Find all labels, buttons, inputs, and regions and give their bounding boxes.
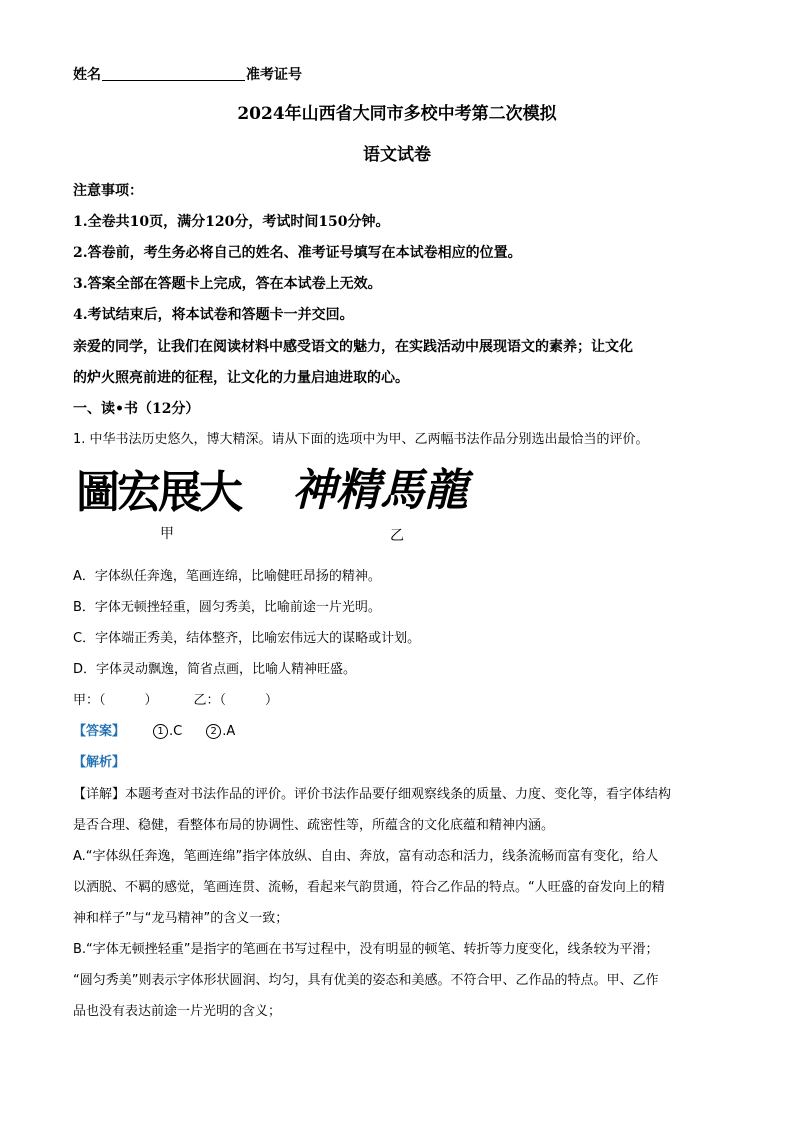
section-heading: 一、读•书（12分）: [73, 401, 200, 417]
detail-tag: 【详解】: [73, 787, 126, 802]
answer-1-number: 1: [153, 724, 168, 739]
option-d: D．字体灵动飘逸，简省点画，比喻人精神旺盛。: [73, 662, 357, 677]
detail-line: B.“字体无顿挫轻重”是指字的笔画在书写过程中，没有明显的顿笔、转折等力度变化，线条较为平滑；: [73, 942, 659, 957]
blank-jia: 甲：（ ）: [73, 693, 158, 708]
question-text: 1. 中华书法历史悠久，博大精深。请从下面的选项中为甲、乙两幅书法作品分别选出最恰当的评价。: [73, 432, 649, 447]
detail-line: 是否合理、稳健，看整体布局的协调性、疏密性等，所蕴含的文化底蕴和精神内涵。: [73, 818, 555, 833]
page-title: 2024年山西省大同市多校中考第二次模拟: [237, 104, 557, 124]
candidate-info-line: [73, 65, 723, 85]
page-subtitle: 语文试卷: [363, 145, 431, 165]
answer-blanks: [73, 691, 723, 711]
answer-line: [73, 722, 723, 742]
notice-item: 4.考试结束后，将本试卷和答题卡一并交回。: [73, 307, 354, 323]
intro-line: 亲爱的同学，让我们在阅读材料中感受语文的魅力，在实践活动中展现语文的素养；让文化: [73, 339, 633, 355]
blank-yi: 乙：（ ）: [193, 693, 279, 708]
notice-item: 1.全卷共10页，满分120分，考试时间150分钟。: [73, 214, 390, 230]
name-blank-field[interactable]: [102, 66, 245, 81]
option-b: B．字体无顿挫轻重，圆匀秀美，比喻前途一片光明。: [73, 600, 381, 615]
answer-2: .A: [222, 724, 236, 739]
exam-id-label: 准考证号: [246, 67, 302, 83]
notice-item: 2.答卷前，考生务必将自己的姓名、准考证号填写在本试卷相应的位置。: [73, 245, 522, 261]
detail-line: A.“字体纵任奔逸，笔画连绵”指字体放纵、自由、奔放，富有动态和活力，线条流畅而富有变化，给人: [73, 849, 659, 864]
notice-heading: 注意事项：: [73, 183, 143, 199]
answer-1: .C: [169, 724, 183, 739]
detail-line: 品也没有表达前途一片光明的含义；: [73, 1004, 282, 1019]
answer-2-number: 2: [206, 724, 221, 739]
option-a: A．字体纵任奔逸，笔画连绵，比喻健旺昂扬的精神。: [73, 569, 381, 584]
calligraphy-yi: 神精馬龍: [292, 465, 468, 516]
intro-line: 的炉火照亮前进的征程，让文化的力量启迪进取的心。: [73, 370, 409, 386]
notice-item: 3.答案全部在答题卡上完成，答在本试卷上无效。: [73, 276, 382, 292]
calligraphy-jia: 圖宏展大: [76, 467, 240, 518]
detail-line: 以洒脱、不羁的感觉，笔画连贯、流畅，看起来气韵贯通，符合乙作品的特点。“人旺盛的奋发向上的精: [73, 880, 665, 895]
detail-line: “圆匀秀美”则表示字体形状圆润、均匀，具有优美的姿态和美感。不符合甲、乙作品的特点。甲、乙作: [73, 973, 659, 988]
answer-tag: 【答案】: [73, 724, 126, 739]
caption-yi: 乙: [390, 528, 404, 544]
analysis-tag: 【解析】: [73, 755, 126, 770]
detail-line: 【详解】本题考查对书法作品的评价。评价书法作品要仔细观察线条的质量、力度、变化等，看字体结构: [73, 787, 672, 802]
name-label: 姓名: [73, 67, 101, 83]
caption-jia: 甲: [160, 526, 174, 542]
detail-line: 神和样子”与“龙马精神”的含义一致；: [73, 911, 289, 926]
calligraphy-image: [72, 463, 502, 525]
option-c: C．字体端正秀美，结体整齐，比喻宏伟远大的谋略或计划。: [73, 631, 421, 646]
